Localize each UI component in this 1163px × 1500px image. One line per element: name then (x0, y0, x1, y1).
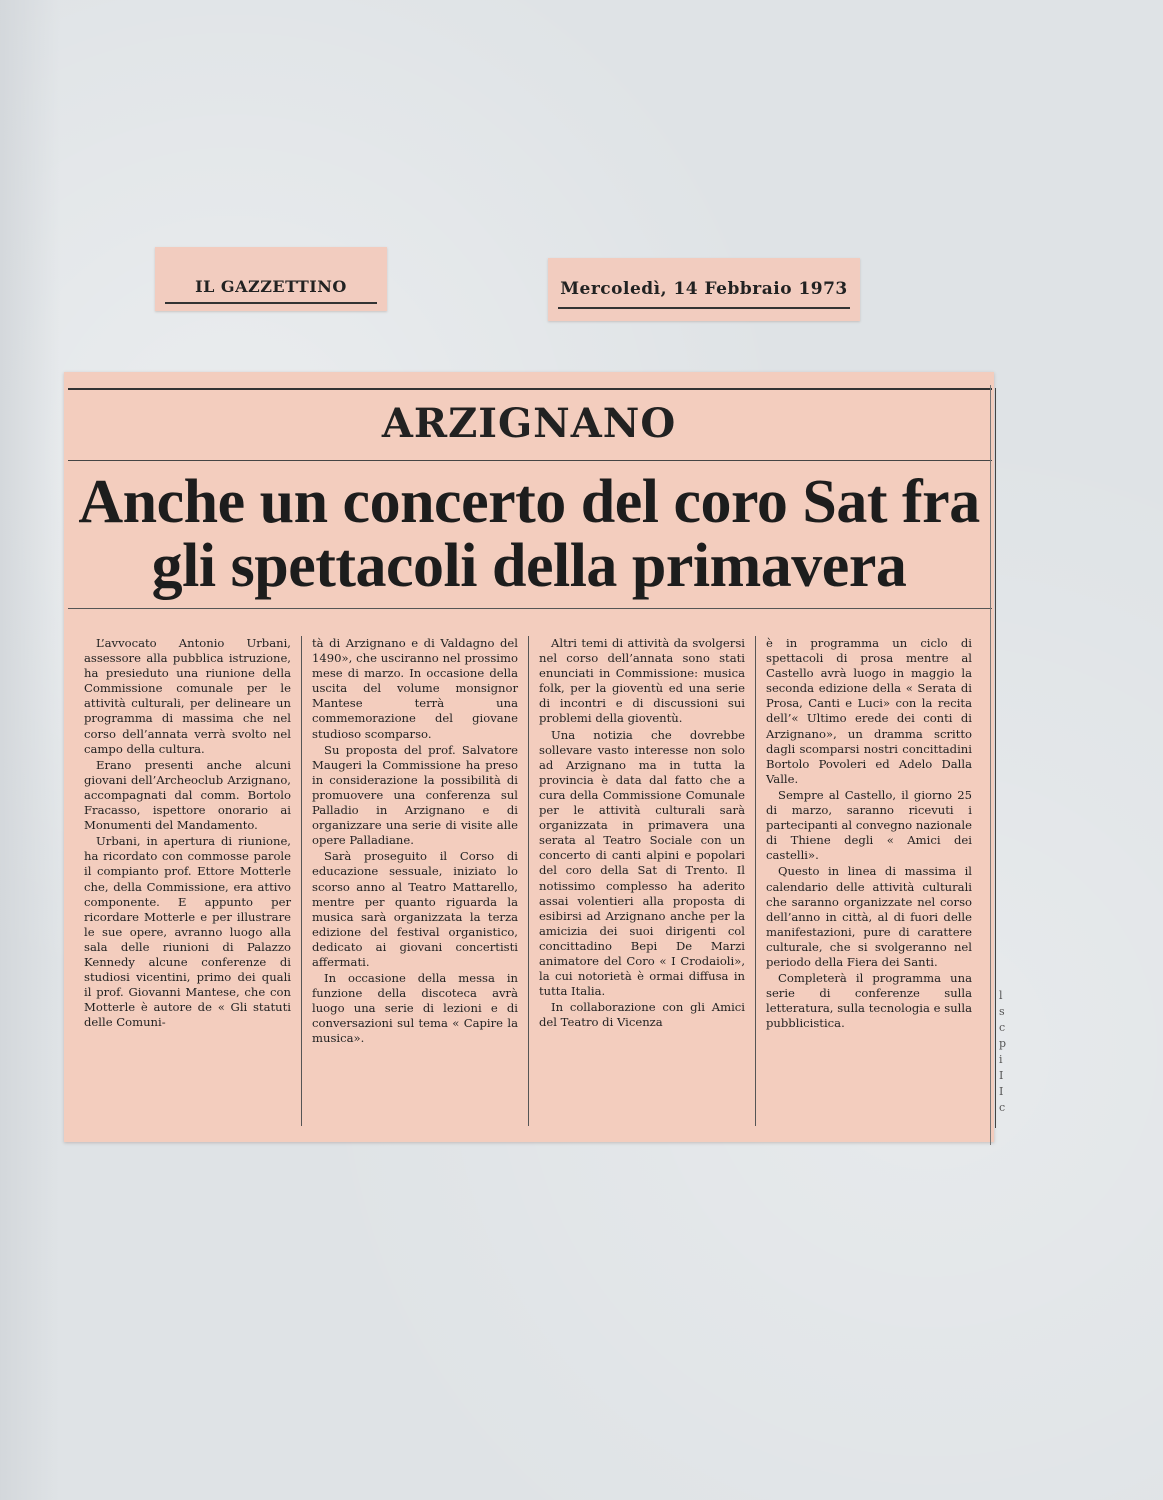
newspaper-name: IL GAZZETTINO (195, 277, 347, 296)
paragraph: Sarà proseguito il Corso di educazione sessuale, iniziato lo scorso anno al Teatro Mattarello, mentre per quanto riguarda la musica sarà organizzata la terza edizione del festival organistico, dedicato ai giovani concertisti affermati. (312, 849, 518, 969)
fragment-letter: c (999, 1101, 1006, 1114)
cut-off-text-fragment (999, 988, 1013, 1116)
paragraph: è in programma un ciclo di spettacoli di prosa mentre al Castello avrà luogo in maggio la seconda edizione della « Serata di Prosa, Canti e Luci» con la recita dell’« Ultimo erede dei conti di Arzignano», un dramma scritto dagli scomparsi nostri concittadini Bortolo Povoleri ed Adelo Dalla Valle. (766, 636, 972, 786)
paragraph: L’avvocato Antonio Urbani, assessore alla pubblica istruzione, ha presieduto una riunione della Commissione comunale per le attività culturali, per delineare un programma di massima che nel corso dell’annata verrà svolto nel campo della cultura. (84, 636, 291, 756)
column-1 (74, 636, 301, 1126)
article-border (995, 388, 996, 1128)
fragment-letter: s (999, 1005, 1005, 1018)
section-heading: ARZIGNANO (381, 400, 677, 447)
column-2 (301, 636, 528, 1126)
adjacent-clipping-edge (990, 385, 991, 1145)
fragment-letter: p (999, 1037, 1007, 1050)
clipping-rule (558, 307, 850, 309)
headline: Anche un concerto del coro Sat fra gli spettacoli della primavera (78, 468, 980, 600)
paragraph: Una notizia che dovrebbe sollevare vasto interesse non solo ad Arzignano ma in tutta la provincia è data dal fatto che a cura della Commissione Comunale per le attività culturali sarà organizzata in primavera una serata al Teatro Sociale con un concerto di canti alpini e popolari del coro della Sat di Trento. Il notissimo complesso ha aderito assai volentieri alla proposta di esibirsi ad Arzignano anche per la amicizia dei suoi dirigenti col concittadino Bepi De Marzi animatore del Coro « I Crodaioli», la cui notorietà è ormai diffusa in tutta Italia. (539, 727, 745, 999)
article-top-rule (68, 388, 992, 390)
paragraph: Questo in linea di massima il calendario delle attività culturali che saranno organizzate nel corso dell’anno in città, al di fuori delle manifestazioni, pure di carattere culturale, che si svolgeranno nel periodo della Fiera dei Santi. (766, 864, 972, 969)
paragraph: Altri temi di attività da svolgersi nel corso dell’annata sono stati enunciati in Commissione: musica folk, per la gioventù ed una serie di incontri e di discussioni sui problemi della gioventù. (539, 636, 745, 726)
paragraph: Urbani, in apertura di riunione, ha ricordato con commosse parole il compianto prof. Ettore Motterle che, della Commissione, era attivo componente. E appunto per ricordare Motterle e per illustrare le sue opere, avranno luogo alla sala delle riunioni di Palazzo Kennedy alcune conferenze di studiosi vicentini, primo dei quali il prof. Giovanni Mantese, che con Motterle è autore de « Gli statuti delle Comuni- (84, 834, 291, 1030)
column-3 (528, 636, 755, 1126)
article-clipping (64, 372, 994, 1142)
section-rule (68, 460, 992, 461)
paragraph: Sempre al Castello, il giorno 25 di marzo, saranno ricevuti i partecipanti al convegno nazionale di Thiene degli « Amici dei castelli». (766, 787, 972, 863)
paragraph: In occasione della messa in funzione della discoteca avrà luogo una serie di lezioni e di conversazioni sul tema « Capire la musica». (312, 971, 518, 1046)
newspaper-name-clipping (155, 247, 387, 311)
fragment-letter: l (999, 989, 1003, 1002)
headline-rule (68, 608, 992, 609)
article-body (74, 636, 984, 1126)
clipping-rule (165, 302, 377, 304)
binding-strip (0, 0, 60, 1500)
fragment-letter: i (999, 1053, 1003, 1066)
paragraph: Erano presenti anche alcuni giovani dell’Archeoclub Arzignano, accompagnati dal comm. Bortolo Fracasso, ispettore onorario ai Monumenti del Mandamento. (84, 757, 291, 833)
fragment-letter: I (999, 1085, 1004, 1098)
column-4 (755, 636, 982, 1126)
date-clipping (548, 258, 860, 321)
paragraph: Completerà il programma una serie di conferenze sulla letteratura, sulla tecnologia e sulla pubblicistica. (766, 971, 972, 1031)
paragraph: In collaborazione con gli Amici del Teatro di Vicenza (539, 1000, 745, 1030)
paragraph: Su proposta del prof. Salvatore Maugeri la Commissione ha preso in considerazione la possibilità di promuovere una conferenza sul Palladio in Arzignano e di organizzare una serie di visite alle opere Palladiane. (312, 742, 518, 848)
paragraph: tà di Arzignano e di Valdagno del 1490», che usciranno nel prossimo mese di marzo. In occasione della uscita del volume monsignor Mantese terrà una commemorazione del giovane studioso scomparso. (312, 636, 518, 741)
publication-date: Mercoledì, 14 Febbraio 1973 (560, 279, 848, 299)
fragment-letter: c (999, 1021, 1006, 1034)
fragment-letter: I (999, 1069, 1004, 1082)
